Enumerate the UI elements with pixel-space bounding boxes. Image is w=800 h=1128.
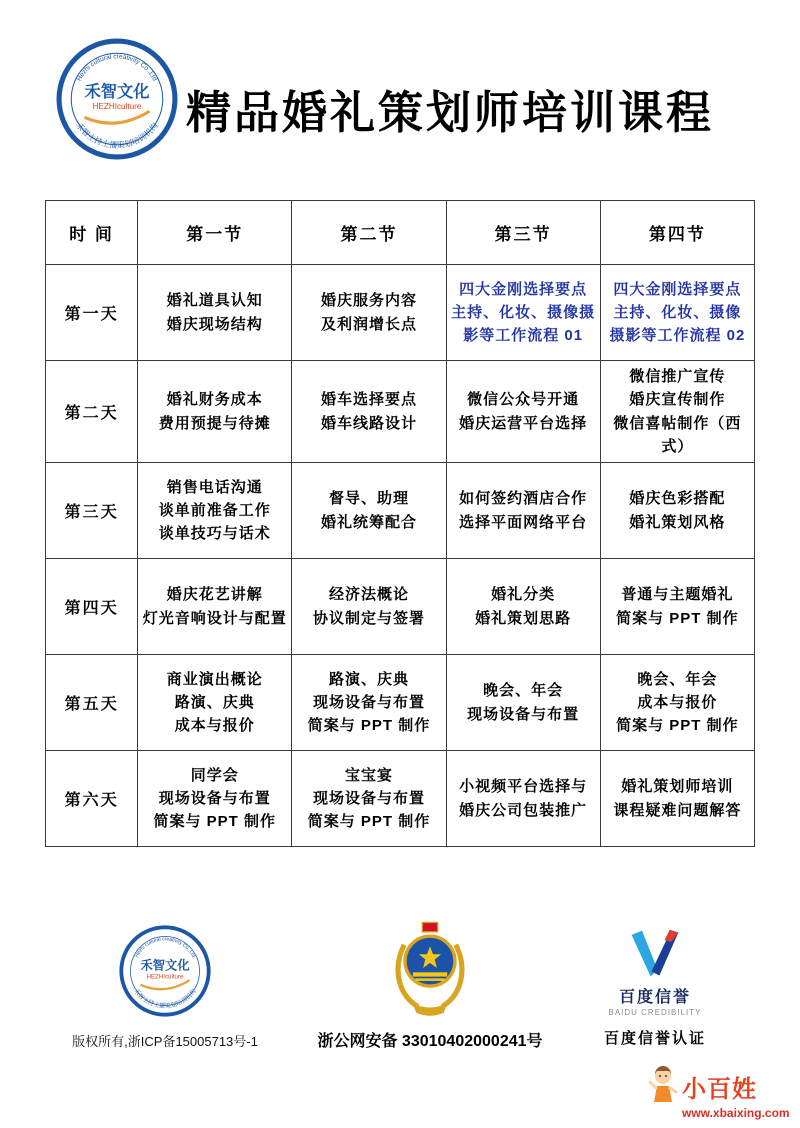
course-cell: 商业演出概论 路演、庆典 成本与报价 xyxy=(138,655,292,751)
baidu-credibility-cn: 百度信誉 xyxy=(618,989,691,1006)
day-label: 第四天 xyxy=(46,559,138,655)
day-label: 第二天 xyxy=(46,361,138,463)
company-logo xyxy=(56,38,178,160)
course-cell: 普通与主题婚礼 简案与 PPT 制作 xyxy=(600,559,754,655)
footer-police-block xyxy=(295,920,565,1051)
course-cell: 同学会 现场设备与布置 简案与 PPT 制作 xyxy=(138,751,292,847)
col-header-session-4: 第四节 xyxy=(600,201,754,265)
course-cell: 婚礼策划师培训 课程疑难问题解答 xyxy=(600,751,754,847)
footer-baidu-block xyxy=(565,928,745,1048)
svg-text:禾智主持主播策划培训机构: 禾智主持主播策划培训机构 xyxy=(74,121,160,150)
course-cell: 经济法概论 协议制定与签署 xyxy=(292,559,446,655)
col-header-session-2: 第二节 xyxy=(292,201,446,265)
day-label: 第五天 xyxy=(46,655,138,751)
mascot-icon xyxy=(648,1066,678,1106)
footer-copyright-block xyxy=(45,925,285,1050)
svg-text:禾智文化: 禾智文化 xyxy=(140,958,190,973)
police-badge-icon xyxy=(387,920,473,1016)
course-cell: 四大金刚选择要点 主持、化妆、摄像 摄影等工作流程 02 xyxy=(600,265,754,361)
course-cell: 销售电话沟通 谈单前准备工作 谈单技巧与话术 xyxy=(138,463,292,559)
course-cell: 督导、助理 婚礼统筹配合 xyxy=(292,463,446,559)
table-row xyxy=(46,559,755,655)
table-body xyxy=(46,265,755,847)
police-filing-text: 浙公网安备 33010402000241号 xyxy=(317,1033,543,1050)
day-label: 第六天 xyxy=(46,751,138,847)
course-cell: 四大金刚选择要点 主持、化妆、摄像摄 影等工作流程 01 xyxy=(446,265,600,361)
table-row xyxy=(46,655,755,751)
company-logo-footer xyxy=(119,925,211,1017)
course-cell: 宝宝宴 现场设备与布置 简案与 PPT 制作 xyxy=(292,751,446,847)
course-cell: 如何签约酒店合作 选择平面网络平台 xyxy=(446,463,600,559)
table-row xyxy=(46,751,755,847)
header-row xyxy=(46,201,755,265)
table-header xyxy=(46,201,755,265)
svg-text:HEZHIculture: HEZHIculture xyxy=(146,973,184,981)
col-header-session-3: 第三节 xyxy=(446,201,600,265)
page-title: 精品婚礼策划师培训课程 xyxy=(186,87,715,138)
course-cell: 微信公众号开通 婚庆运营平台选择 xyxy=(446,361,600,463)
col-header-time: 时 间 xyxy=(46,201,138,265)
day-label: 第三天 xyxy=(46,463,138,559)
course-cell: 婚车选择要点 婚车线路设计 xyxy=(292,361,446,463)
course-cell: 晚会、年会 成本与报价 简案与 PPT 制作 xyxy=(600,655,754,751)
baidu-cert-text: 百度信誉认证 xyxy=(603,1030,706,1047)
baidu-credibility-icon xyxy=(621,928,689,980)
course-cell: 婚庆花艺讲解 灯光音响设计与配置 xyxy=(138,559,292,655)
svg-text:禾智主持主播策划培训机构: 禾智主持主播策划培训机构 xyxy=(132,987,198,1010)
svg-text:HEZHIculture: HEZHIculture xyxy=(92,102,142,112)
course-cell: 微信推广宣传 婚庆宣传制作 微信喜帖制作（西式） xyxy=(600,361,754,463)
course-cell: 路演、庆典 现场设备与布置 简案与 PPT 制作 xyxy=(292,655,446,751)
course-cell: 婚礼道具认知 婚庆现场结构 xyxy=(138,265,292,361)
course-cell: 婚礼财务成本 费用预提与待摊 xyxy=(138,361,292,463)
col-header-session-1: 第一节 xyxy=(138,201,292,265)
baidu-credibility-en: BAIDU CREDIBILITY xyxy=(608,1008,702,1017)
course-table xyxy=(45,200,755,847)
course-cell: 小视频平台选择与 婚庆公司包装推广 xyxy=(446,751,600,847)
course-cell: 婚礼分类 婚礼策划思路 xyxy=(446,559,600,655)
watermark-name: 小百姓 xyxy=(682,1075,757,1103)
svg-text:Hezhi cultural creativity Co.,: Hezhi cultural creativity Co.,Ltd xyxy=(75,53,159,83)
course-cell: 晚会、年会 现场设备与布置 xyxy=(446,655,600,751)
table-row xyxy=(46,265,755,361)
copyright-text: 版权所有,浙ICP备15005713号-1 xyxy=(72,1034,258,1049)
table-row xyxy=(46,463,755,559)
day-label: 第一天 xyxy=(46,265,138,361)
table-row xyxy=(46,361,755,463)
svg-text:Hezhi cultural creativity Co.,: Hezhi cultural creativity Co.,Ltd xyxy=(133,936,197,959)
course-cell: 婚庆色彩搭配 婚礼策划风格 xyxy=(600,463,754,559)
svg-text:禾智文化: 禾智文化 xyxy=(84,82,150,101)
course-cell: 婚庆服务内容 及利润增长点 xyxy=(292,265,446,361)
watermark-url: www.xbaixing.com xyxy=(682,1106,790,1120)
site-watermark xyxy=(648,1066,788,1120)
